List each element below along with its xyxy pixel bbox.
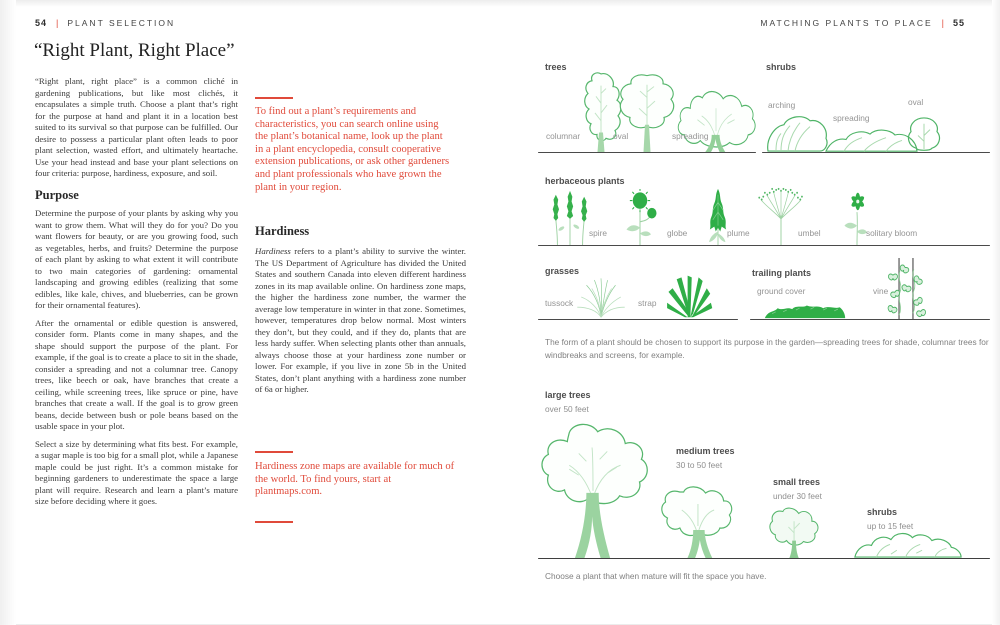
purpose-heading: Purpose <box>35 187 79 202</box>
large-trees-sub: over 50 feet <box>545 404 589 414</box>
small-tree-illustration <box>766 496 824 558</box>
ground-line <box>538 558 990 559</box>
red-rule <box>255 521 293 523</box>
oval-shrub-illustration <box>903 116 945 153</box>
intro-paragraph: “Right plant, right place” is a common cliché in gardening publications, but like most clichés, it encapsulates a simple truth. Choose a plant that’s right for the purpose at hand and plant it in a location best suited to its survival so that purpose can be fulfilled. Our desire to possess a particular plant often leads to poor plant selection, wasted effort, and ultimately heartache. Use your head instead and base your plant selections on four criteria: purpose, hardiness, exposure, and soil. <box>35 76 238 178</box>
trailing-form-label: ground cover <box>757 286 806 296</box>
hardiness-body-text: refers to a plant’s ability to survive the winter. The US Department of Agriculture has divided the United States and southern Canada into eleven different hardiness zones in its map available online. On hardiness zone maps, the higher the hardiness zone number, the warmer the average low temperature in winter in that zone. Sometimes, however, temperatures drop below normal. Most winters they don’t, but they could, and if they do, plants that are less hardy suffer. When selecting plants other than annuals, always choose those at your hardiness zone number or lower. For example, if you live in zone 5b in the United States, don’t plant anything with a hardiness zone number of 6a or higher. <box>255 246 466 394</box>
page-edge-left <box>0 0 16 625</box>
hardiness-lead-word: Hardiness <box>255 246 291 256</box>
strap-grass-illustration <box>663 272 715 319</box>
ground-cover-illustration <box>763 301 847 319</box>
grass-form-label: strap <box>638 298 657 308</box>
globe-plant-illustration <box>618 189 662 245</box>
ground-line <box>538 245 990 246</box>
left-running-head <box>35 18 175 28</box>
hardiness-paragraph <box>255 246 466 396</box>
large-tree-illustration <box>537 410 649 558</box>
tussock-grass-illustration <box>572 275 630 319</box>
forms-caption: The form of a plant should be chosen to support its purpose in the garden—spreading trees for shade, columnar trees for windbreaks and screens, for example. <box>545 337 989 360</box>
ground-line <box>538 152 756 153</box>
hardiness-heading: Hardiness <box>255 224 310 238</box>
herbaceous-form-label: solitary bloom <box>866 228 918 238</box>
small-trees-title: small trees <box>773 477 821 487</box>
right-page-number: 55 <box>952 18 965 28</box>
ground-line <box>762 152 990 153</box>
tree-form-label: columnar <box>546 131 581 141</box>
ground-line <box>538 319 738 320</box>
shrubs-size-title: shrubs <box>867 507 898 517</box>
page-edge-right <box>992 0 1000 625</box>
tree-form-label: spreading <box>672 131 709 141</box>
right-running-head <box>640 18 965 28</box>
purpose-paragraph-1: Determine the purpose of your plants by asking why you want to grow them. What will they do for you? Do you want flowers for beauty, or are you growing food, such as vegetables, herbs, and fruits? Determine the purpose of each plant by asking to what extent it will contribute to two main categories of gardening: ornamental landscaping and growing edibles (realizing that some edibles, like kale, chives, and blueberries, can be grown for their ornamental features). <box>35 208 238 310</box>
vine-illustration <box>886 258 926 319</box>
callout-zone-maps: Hardiness zone maps are available for much of the world. To find yours, start at plantmaps.com. <box>255 461 455 498</box>
purpose-paragraph-2: After the ornamental or edible question is answered, consider form. Plants come in many shapes, and the shape should support the purpose of the plant. For example, if the goal is to create a place to sit in the shade, consider a spreading and not a columnar tree. Canopy trees, like beech or oak, have branches that create a ceiling, while screening trees, like spruce or pine, have branches that create a wall. If the goal is to grow green beans, decide between bush or pole beans based on the usable space in your plot. <box>35 317 238 431</box>
red-rule <box>255 97 293 99</box>
red-rule <box>255 451 293 453</box>
shrub-form-label: arching <box>768 100 796 110</box>
callout-research: To find out a plant’s requirements and characteristics, you can search online using the plant’s botanical name, look up the plant in a plant encyclopedia, consult cooperative extension publications, or ask other gardeners and plant professionals who have grown the plant in your region. <box>255 106 450 193</box>
herbaceous-form-label: umbel <box>798 228 821 238</box>
arching-shrub-illustration <box>765 112 831 153</box>
herbaceous-form-label: plume <box>727 228 750 238</box>
trailing-form-label: vine <box>873 286 889 296</box>
left-page-number: 54 <box>35 18 48 28</box>
header-divider: | <box>941 18 944 28</box>
shrub-form-label: spreading <box>833 113 870 123</box>
right-header-label: MATCHING PLANTS TO PLACE <box>760 18 933 28</box>
page-edge-top <box>0 0 1000 7</box>
herbaceous-form-label: globe <box>667 228 688 238</box>
large-trees-title: large trees <box>545 390 591 400</box>
left-header-label: PLANT SELECTION <box>67 18 176 28</box>
purpose-paragraph-3: Select a size by determining what fits best. For example, a sugar maple is too big for a small plot, while a Japanese maple could be just right. It’s a common mistake for beginning gardeners to underestimate the space a large plant will require. Research and learn a plant’s mature size before deciding where it goes. <box>35 438 239 506</box>
grass-form-label: tussock <box>545 298 574 308</box>
spire-plant-illustration <box>548 189 592 245</box>
page-title: “Right Plant, Right Place” <box>34 40 235 61</box>
herbaceous-section-title: herbaceous plants <box>545 176 625 186</box>
header-divider: | <box>56 18 59 28</box>
trees-section-title: trees <box>545 62 567 72</box>
medium-trees-title: medium trees <box>676 446 735 456</box>
small-trees-sub: under 30 feet <box>773 491 822 501</box>
ground-line <box>750 319 990 320</box>
medium-tree-illustration <box>657 470 737 558</box>
shrubs-size-sub: up to 15 feet <box>867 521 914 531</box>
shrub-form-label: oval <box>908 97 924 107</box>
grasses-section-title: grasses <box>545 266 580 276</box>
medium-trees-sub: 30 to 50 feet <box>676 460 723 470</box>
shrubs-section-title: shrubs <box>766 62 797 72</box>
herbaceous-form-label: spire <box>589 228 607 238</box>
trailing-section-title: trailing plants <box>752 268 812 278</box>
sizes-caption: Choose a plant that when mature will fit the space you have. <box>545 571 767 581</box>
left-text-column <box>35 76 238 514</box>
tree-form-label: oval <box>613 131 629 141</box>
shrub-size-illustration <box>852 527 964 558</box>
